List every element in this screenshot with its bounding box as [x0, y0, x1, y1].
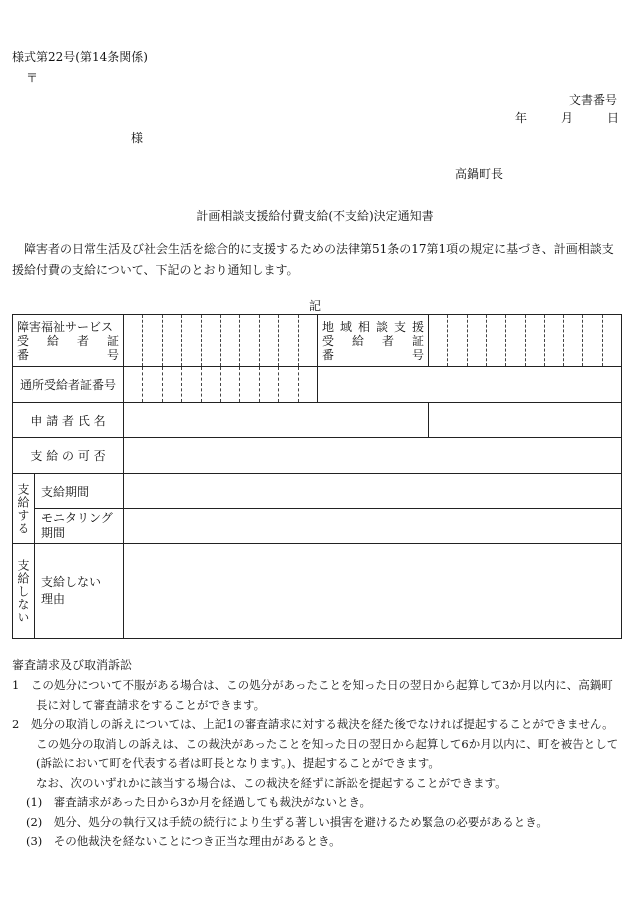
- appeal-section: [12, 676, 620, 852]
- grant-group-label: 支給する: [13, 474, 35, 544]
- row-day-service-number: [13, 367, 622, 403]
- appeal-note: なお、次のいずれかに該当する場合は、この裁決を経ずに訴訟を提起することができます。: [36, 775, 507, 790]
- regional-cert-number-boxes[interactable]: [429, 315, 622, 367]
- row-monitoring-period: [13, 509, 622, 544]
- row-approval: [13, 438, 622, 474]
- row-certificate-numbers: [13, 315, 622, 367]
- approval-field[interactable]: [124, 438, 622, 474]
- day-service-cert-label: 通所受給者証番号: [13, 367, 124, 403]
- ki-mark: 記: [308, 299, 321, 313]
- issuer: 高鍋町長: [455, 167, 504, 181]
- body-paragraph: 障害者の日常生活及び社会生活を総合的に支援するための法律第51条の17第1項の規定に基づき、計画相談支援給付費の支給について、下記のとおり通知します。: [12, 242, 614, 277]
- no-grant-group-label: 支給しない: [13, 544, 35, 639]
- form-number: 様式第22号(第14条関係): [12, 50, 148, 64]
- monitoring-period-label: モニタリング 期間: [35, 509, 124, 544]
- monitoring-period-field[interactable]: [124, 509, 622, 544]
- regional-cert-label-line-2: 受 給 者 証: [322, 333, 424, 348]
- row-applicant: [13, 403, 622, 438]
- welfare-cert-label-line-1: 障害福祉サービス: [17, 319, 114, 334]
- regional-cert-label-line-3: 番 号: [322, 347, 425, 362]
- regional-cert-label-line-1: 地 域 相 談 支 援: [322, 319, 424, 334]
- appeal-heading: 審査請求及び取消訴訟: [12, 658, 133, 672]
- decision-table: [12, 314, 622, 639]
- date-day: 日: [606, 111, 619, 125]
- grant-period-label: 支給期間: [35, 474, 124, 509]
- appeal-sub-2: (2) 処分、処分の執行又は手続の続行により生ずる著しい損害を避けるため緊急の必要があるとき。: [26, 814, 548, 829]
- regional-cert-label: [318, 315, 429, 367]
- day-service-blank: [318, 367, 622, 403]
- welfare-cert-label-line-2: 受 給 者 証: [17, 333, 120, 348]
- approval-label: 支 給 の 可 否: [13, 438, 124, 474]
- appeal-item-2: 2 処分の取消しの訴えについては、上記1の審査請求に対する裁決を経た後でなければ提起することができません。この処分の取消しの訴えは、この裁決があったことを知った日の翌日から起算して6か月以内に、町を被告として(訴訟において町を代表する者は町長となります。)、提起することができます。: [12, 717, 619, 770]
- welfare-cert-label: [13, 315, 124, 367]
- date-line: [515, 109, 619, 126]
- welfare-cert-number-boxes[interactable]: [124, 315, 318, 367]
- addressee-suffix: 様: [131, 131, 144, 145]
- appeal-item-1: 1 この処分について不服がある場合は、この処分があったことを知った日の翌日から起算して3か月以内に、高鍋町長に対して審査請求をすることができます。: [12, 678, 613, 712]
- date-year: 年: [514, 111, 527, 125]
- day-service-cert-number-boxes[interactable]: [124, 367, 318, 403]
- applicant-extra-field[interactable]: [429, 403, 622, 438]
- applicant-name-field[interactable]: [124, 403, 429, 438]
- welfare-cert-label-line-3: 番 号: [17, 347, 120, 362]
- no-grant-reason-label: 支給しない 理由: [35, 544, 124, 639]
- no-grant-reason-field[interactable]: [124, 544, 622, 639]
- date-month: 月: [560, 111, 573, 125]
- appeal-sub-3: (3) その他裁決を経ないことにつき正当な理由があるとき。: [26, 834, 341, 848]
- document-number-label: 文書番号: [568, 93, 617, 107]
- document-title: 計画相談支援給付費支給(不支給)決定通知書: [196, 209, 434, 223]
- applicant-name-label: 申 請 者 氏 名: [13, 403, 124, 438]
- grant-period-field[interactable]: [124, 474, 622, 509]
- postal-mark: 〒: [26, 71, 39, 85]
- appeal-sub-1: (1) 審査請求があった日から3か月を経過しても裁決がないとき。: [26, 795, 372, 809]
- row-no-grant: [13, 544, 622, 639]
- row-grant-period: [13, 474, 622, 509]
